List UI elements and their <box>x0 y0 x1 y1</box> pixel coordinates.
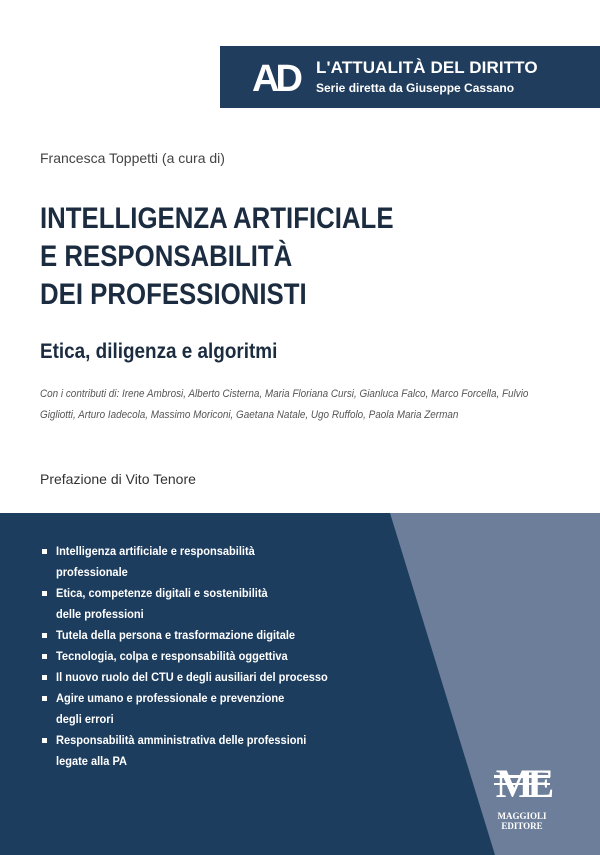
topic-item <box>42 541 422 583</box>
book-title-line: E RESPONSABILITÀ <box>40 240 293 273</box>
publisher-name-line: EDITORE <box>501 821 543 831</box>
topic-text: legate alla PA <box>56 754 127 768</box>
topic-item <box>42 583 422 625</box>
publisher-name-line: MAGGIOLI <box>497 811 547 821</box>
book-title <box>40 200 470 314</box>
book-title-line: DEI PROFESSIONISTI <box>40 278 307 311</box>
book-author: Francesca Toppetti (a cura di) <box>40 150 225 166</box>
topic-text: Agire umano e professionale e prevenzione <box>56 691 285 705</box>
series-editor: Serie diretta da Giuseppe Cassano <box>316 81 515 95</box>
bullet-icon <box>42 549 47 554</box>
bullet-icon <box>42 738 47 743</box>
topic-item <box>42 730 422 772</box>
topic-text: Etica, competenze digitali e sostenibilità <box>56 586 268 600</box>
series-title: L'ATTUALITÀ DEL DIRITTO <box>316 58 538 77</box>
topic-text: Tecnologia, colpa e responsabilità oggettiva <box>56 649 288 663</box>
bullet-icon <box>42 654 47 659</box>
topic-text: Tutela della persona e trasformazione digitale <box>56 628 296 642</box>
bullet-icon <box>42 696 47 701</box>
preface-credit: Prefazione di Vito Tenore <box>40 471 196 487</box>
topic-text: degli errori <box>56 712 114 726</box>
topic-text: delle professioni <box>56 607 144 621</box>
series-banner <box>220 46 600 108</box>
series-logo-icon <box>252 58 304 96</box>
publisher-name <box>488 811 556 831</box>
contributors-list: Con i contributi di: Irene Ambrosi, Alberto Cisterna, Maria Floriana Cursi, Gianluca Falco, Marco Forcella, Fulvio Gigliotti, Arturo Iadecola, Massimo Moriconi, Gaetana Natale, Ugo Ruffolo, Paola Maria Zerman <box>40 388 529 421</box>
book-title-line: INTELLIGENZA ARTIFICIALE <box>40 202 394 235</box>
topic-item <box>42 646 422 667</box>
bullet-icon <box>42 591 47 596</box>
bullet-icon <box>42 675 47 680</box>
bullet-icon <box>42 633 47 638</box>
topic-item <box>42 688 422 730</box>
topic-text: Intelligenza artificiale e responsabilità <box>56 544 255 558</box>
bottom-panel <box>0 513 600 855</box>
topics-list <box>42 541 422 772</box>
topic-item <box>42 667 422 688</box>
series-logo-text: AD <box>252 58 299 96</box>
topic-text: Responsabilità amministrativa delle professioni <box>56 733 307 747</box>
topic-text: Il nuovo ruolo del CTU e degli ausiliari del processo <box>56 670 328 684</box>
topic-text: professionale <box>56 565 128 579</box>
book-subtitle: Etica, diligenza e algoritmi <box>40 340 278 363</box>
topic-item <box>42 625 422 646</box>
